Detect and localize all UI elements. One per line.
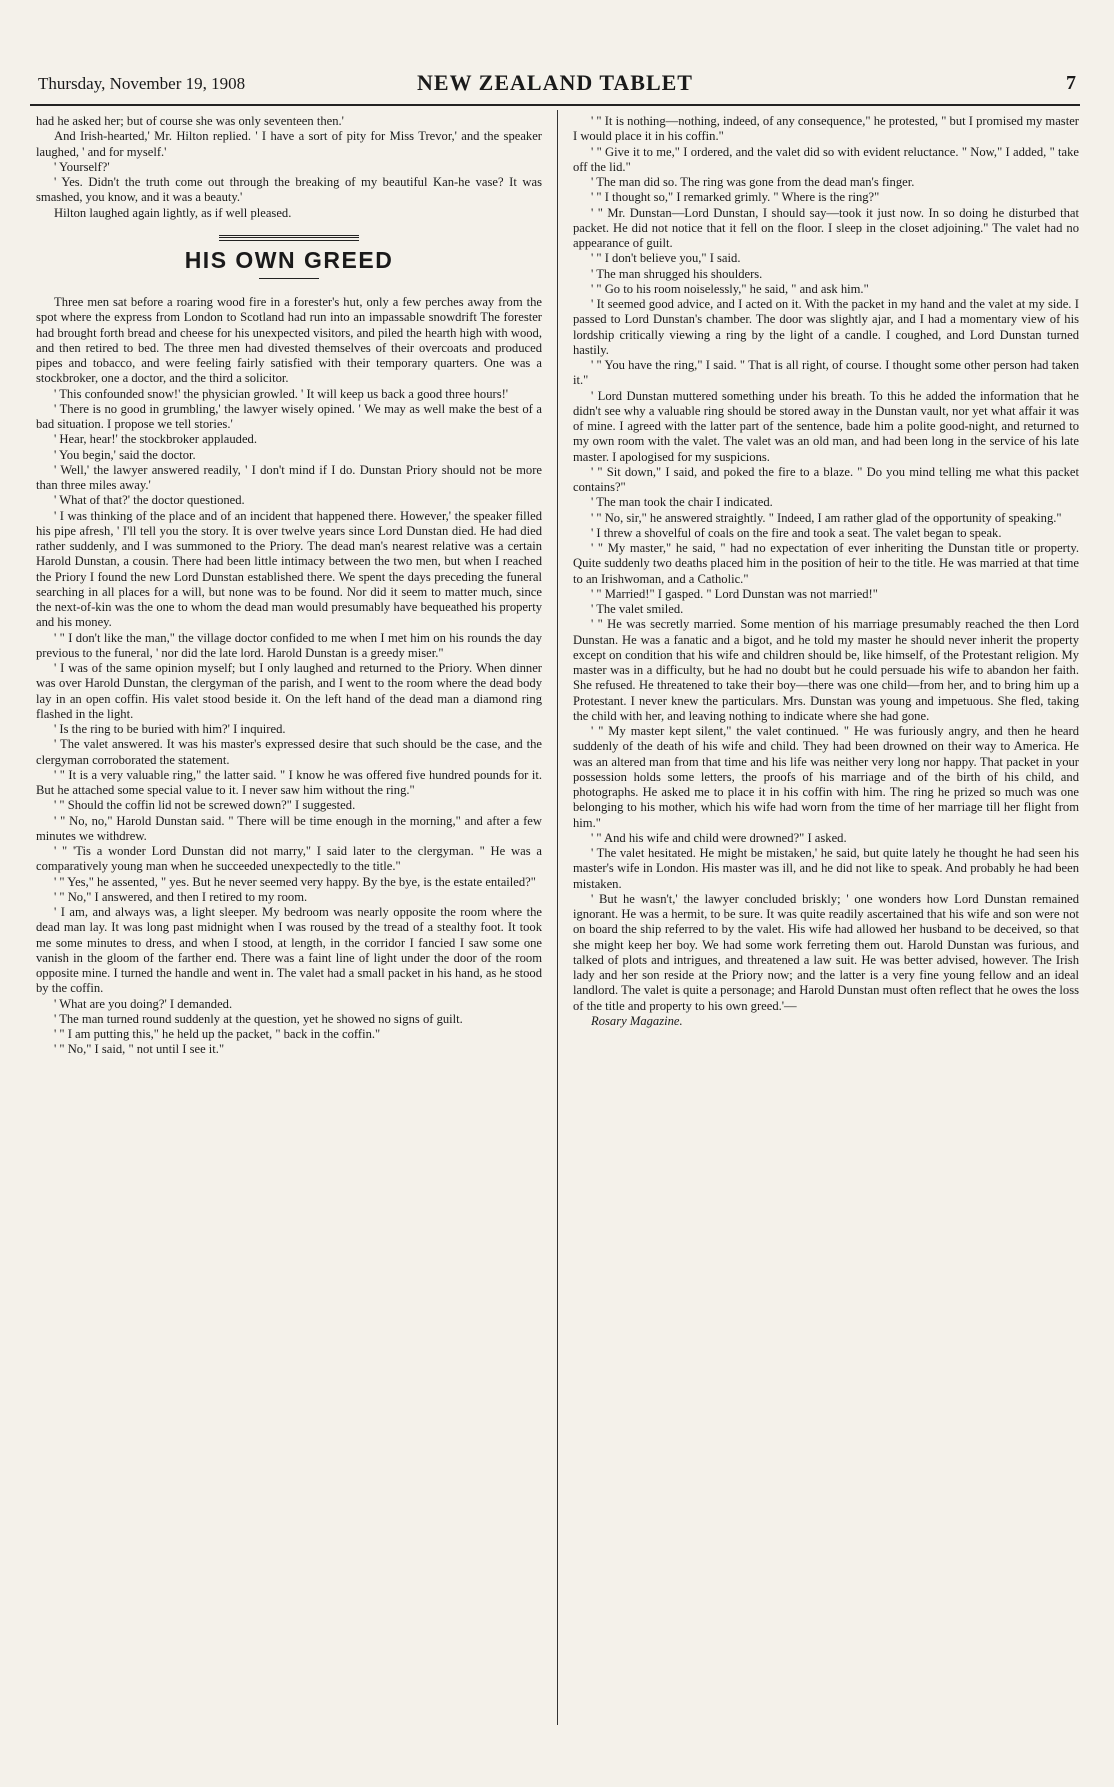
paragraph: ' The man did so. The ring was gone from the dead man's finger.	[591, 175, 915, 189]
paragraph: ' " Yes," he assented, " yes. But he never seemed very happy. By the bye, is the estate entailed?"	[54, 874, 536, 889]
paragraph: ' " It is a very valuable ring," the latter said. " I know he was offered five hundred pounds for it. But he attached some special value to it. I never saw him without the ring."	[36, 767, 542, 797]
paragraph: ' I was of the same opinion myself; but I only laughed and returned to the Priory. When dinner was over Harold Dunstan, the clergyman of the parish, and I went to the room where the dead body lay in an open coffin. His valet stood beside it. On the left hand of the dead man a diamond ring flashed in the light.	[36, 661, 542, 721]
paragraph: had he asked her; but of course she was only seventeen then.'	[36, 114, 344, 128]
paragraph: ' Yourself?'	[54, 159, 110, 174]
paragraph: ' " Sit down," I said, and poked the fire to a blaze. " Do you mind telling me what this packet contains?"	[573, 464, 1079, 494]
paragraph: ' " It is nothing—nothing, indeed, of any consequence," he protested, " but I promised my master I would place it in his coffin."	[573, 114, 1079, 144]
paragraph: ' The valet hesitated. He might be mistaken,' he said, but quite lately he thought he had seen his master's wife in London. His master was ill, and he did not like to speak. And probably he had been mistaken.	[573, 846, 1079, 891]
paragraph: ' The man turned round suddenly at the question, yet he showed no signs of guilt.	[54, 1011, 463, 1026]
paragraph: ' There is no good in grumbling,' the lawyer wisely opined. ' We may as well make the best of a bad situation. I propose we tell stories.'	[36, 401, 542, 431]
paragraph: ' The man shrugged his shoulders.	[591, 266, 763, 281]
paragraph: ' " I don't like the man," the village doctor confided to me when I met him on his rounds the day previous to the funeral, ' nor did the late lord. Harold Dunstan is a greedy miser."	[36, 630, 542, 660]
paragraph: ' " Should the coffin lid not be screwed down?" I suggested.	[54, 798, 356, 813]
paragraph: ' " My master," he said, " had no expectation of ever inheriting the Dunstan title or property. Quite suddenly two deaths placed him in the position of heir to the title. He was married at that time to an Irishwoman, and a Catholic."	[573, 541, 1079, 586]
paragraph: ' " You have the ring," I said. " That is all right, of course. I thought some other person had taken it."	[573, 358, 1079, 388]
paragraph: ' The valet answered. It was his master's expressed desire that such should be the case, and the clergyman corroborated the statement.	[36, 737, 542, 767]
paragraph: ' Yes. Didn't the truth come out through the breaking of my beautiful Kan-he vase? It was smashed, you know, and it was a beauty.'	[36, 175, 542, 205]
paragraph: ' " Give it to me," I ordered, and the valet did so with evident reluctance. " Now," I added, " take off the lid."	[573, 144, 1079, 174]
paragraph: ' Hear, hear!' the stockbroker applauded.	[54, 432, 257, 447]
story-heading	[36, 235, 542, 279]
paragraph: ' " Mr. Dunstan—Lord Dunstan, I should say—took it just now. In so doing he disturbed that packet. He did not notice that it fell on the floor. I sleep in the closet adjoining." The valet had no appearance of guilt.	[573, 205, 1079, 250]
paragraph: ' It seemed good advice, and I acted on it. With the packet in my hand and the valet at my side. I passed to Lord Dunstan's chamber. The door was slightly ajar, and I had a momentary view of his lordship critically viewing a ring by the light of a candle. I coughed, and Lord Dunstan turned hastily.	[573, 297, 1079, 357]
paragraph: ' " And his wife and child were drowned?" I asked.	[591, 830, 847, 845]
paragraph: ' What of that?' the doctor questioned.	[54, 493, 245, 508]
paragraph: ' " Go to his room noiselessly," he said, " and ask him."	[591, 281, 869, 296]
paragraph: ' " I don't believe you," I said.	[591, 251, 741, 266]
paragraph: ' You begin,' said the doctor.	[54, 447, 196, 462]
paragraph: ' This confounded snow!' the physician growled. ' It will keep us back a good three hours!'	[54, 386, 509, 401]
paragraph: ' " No, sir," he answered straightly. " Indeed, I am rather glad of the opportunity of speaking."	[591, 510, 1062, 525]
masthead: NEW ZEALAND TABLET	[417, 70, 693, 95]
paragraph: ' I threw a shovelful of coals on the fire and took a seat. The valet began to speak.	[591, 525, 1002, 540]
paragraph: ' " Married!" I gasped. " Lord Dunstan was not married!"	[591, 586, 878, 601]
paragraph: Three men sat before a roaring wood fire in a forester's hut, only a few perches away from the spot where the express from London to Scotland had run into an impassable snowdrift The forester had brought forth bread and cheese for his unexpected visitors, and piled the hearth high with wood, and then retired to bed. The three men had divested themselves of their overcoats and produced pipes and tobacco, and were feeling fairly satisfied with their temporary quarters. One was a stockbroker, one a doctor, and the third a solicitor.	[36, 295, 542, 386]
column-divider	[557, 110, 558, 1725]
story-title: HIS OWN GREED	[184, 246, 394, 273]
paragraph: And Irish-hearted,' Mr. Hilton replied. ' I have a sort of pity for Miss Trevor,' and the speaker laughed, ' and for myself.'	[36, 129, 542, 159]
paragraph: ' " No, no," Harold Dunstan said. " There will be time enough in the morning," and after a few minutes we withdrew.	[36, 813, 542, 843]
paragraph: ' " I am putting this," he held up the packet, " back in the coffin."	[54, 1027, 381, 1041]
paragraph: ' What are you doing?' I demanded.	[54, 996, 233, 1011]
right-column	[573, 114, 1079, 1029]
title-short-rule	[259, 278, 319, 279]
paragraph: ' " No," I said, " not until I see it."	[54, 1042, 225, 1057]
paragraph: Hilton laughed again lightly, as if well pleased.	[54, 205, 292, 220]
paragraph: ' I was thinking of the place and of an incident that happened there. However,' the speaker filled his pipe afresh, ' I'll tell you the story. It is over twelve years since Lord Dunstan died. He had died rather suddenly, and I was summoned to the Priory. The dead man's nearest relative was a certain Harold Dunstan, a cousin. There had been little intimacy between the two men, but when I reached the Priory I found the new Lord Dunstan established there. We spent the days preceding the funeral searching in all places for a will, but none was to be found. Nor did it seem to matter much, since the next-of-kin was the one to whom the dead man would presumably have bequeathed his property and his money.	[36, 508, 542, 630]
page-number: 7	[1066, 72, 1076, 94]
story-source: Rosary Magazine.	[591, 1013, 683, 1028]
paragraph: ' The valet smiled.	[591, 602, 684, 616]
page-header	[30, 70, 1080, 104]
left-column	[36, 114, 542, 1058]
title-ornament-rule	[219, 235, 359, 241]
story-body-left	[36, 295, 542, 1058]
issue-date: Thursday, November 19, 1908	[38, 74, 246, 93]
paragraph: ' " 'Tis a wonder Lord Dunstan did not marry," I said later to the clergyman. " He was a comparatively young man when he succeeded unexpectedly to the title."	[36, 844, 542, 874]
paragraph: ' " I thought so," I remarked grimly. " Where is the ring?"	[591, 190, 880, 205]
paragraph: ' I am, and always was, a light sleeper. My bedroom was nearly opposite the room where the dead man lay. It was long past midnight when I was roused by the tread of a stealthy foot. It took me some minutes to dress, and when I stood, at length, in the corridor I fancied I saw some one vanish in the gloom of the farther end. There was a faint line of light under the door of the room opposite mine. I turned the handle and went in. The valet had a small packet in his hand, as he stood by the coffin.	[36, 905, 542, 996]
paragraph: ' Well,' the lawyer answered readily, ' I don't mind if I do. Dunstan Priory should not be more than three miles away.'	[36, 462, 542, 492]
paragraph: ' But he wasn't,' the lawyer concluded briskly; ' one wonders how Lord Dunstan remained ignorant. He was a hermit, to be sure. It was quite readily ascertained that his wife and son were not on board the ship referred to by the valet. His wife had allowed her husband to be deceived, so that she might keep her boy. We had some work ferreting them out. Harold Dunstan was furious, and talked of plots and intrigues, and threatened a law suit. He was better advised, however. The Irish lady and her son reside at the Priory now; and the latter is a very fine young fellow and an ideal landlord. The valet is quite a personage; and Harold Dunstan must often reflect that he owes the loss of the title and property to his own greed.'—	[573, 891, 1079, 1013]
paragraph: ' " My master kept silent," the valet continued. " He was furiously angry, and then he heard suddenly of the death of his wife and child. They had been drowned on their way to America. He was an altered man from that time and his life was neither very long nor happy. That packet in your possession holds some letters, the proofs of his marriage and of the birth of his child, and photographs. He asked me to place it in his coffin with him. The ring he prized so much was one belonging to his mother, which his wife had worn from the time of her marriage till her flight from him."	[573, 724, 1079, 830]
paragraph: ' " No," I answered, and then I retired to my room.	[54, 889, 308, 904]
paragraph: ' " He was secretly married. Some mention of his marriage presumably reached the then Lord Dunstan. He was a fanatic and a bigot, and he told my master he should never inherit the property except on condition that his wife and children should be, like himself, of the Protestant religion. My master was in a difficulty, but he had no doubt but he could persuade his wife to abandon her faith. She refused. He threatened to take their boy—there was one child—from her, and to bring him up a Protestant. I never knew the particulars. Mrs. Dunstan was young and impetuous. She fled, taking the child with her, and leaving nothing to indicate where she had gone.	[573, 617, 1079, 723]
story-body-right	[573, 114, 1079, 1014]
header-rule	[30, 104, 1080, 106]
paragraph: ' Is the ring to be buried with him?' I inquired.	[54, 722, 286, 736]
paragraph: ' Lord Dunstan muttered something under his breath. To this he added the information that he didn't see why a valuable ring should be stored away in the Dunstan vault, nor yet what affair it was of mine. I agreed with the latter part of the sentence, bade him a polite good-night, and returned to my own room with the valet. The valet was an old man, and had been long in the service of his late master. I apologised for my suspicions.	[573, 388, 1079, 464]
paragraph: ' The man took the chair I indicated.	[591, 495, 773, 510]
